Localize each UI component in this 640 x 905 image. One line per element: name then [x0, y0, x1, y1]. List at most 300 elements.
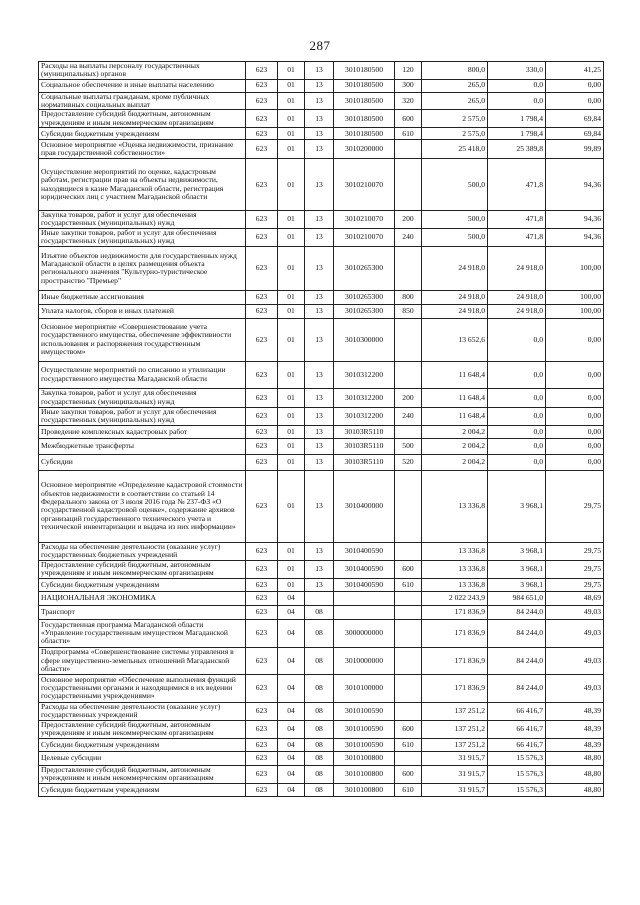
- row-actual-amount: 84 244,0: [488, 619, 546, 647]
- row-actual-amount: 66 416,7: [488, 720, 546, 738]
- row-target-article: 3010180500: [334, 79, 395, 92]
- row-target-article: 3010180500: [334, 92, 395, 110]
- table-row: [39, 110, 604, 128]
- row-name: Проведение комплексных кадастровых работ: [39, 425, 246, 438]
- row-subsection-code: 08: [305, 619, 334, 647]
- row-execution-percent: 0,00: [546, 438, 604, 454]
- row-execution-percent: 49,03: [546, 619, 604, 647]
- row-target-article: 3000000000: [334, 619, 395, 647]
- row-target-article: 3010100800: [334, 765, 395, 783]
- row-expense-type: [395, 674, 422, 702]
- row-name: Иные бюджетные ассигнования: [39, 290, 246, 304]
- row-expense-type: [395, 246, 422, 290]
- row-expense-type: 850: [395, 304, 422, 318]
- table-row: [39, 720, 604, 738]
- row-name: Расходы на обеспечение деятельности (оказание услуг) государственных учреждений: [39, 702, 246, 720]
- row-ved-code: 623: [246, 591, 278, 605]
- row-execution-percent: 0,00: [546, 92, 604, 110]
- row-section-code: 04: [278, 751, 305, 765]
- row-section-code: 01: [278, 211, 305, 229]
- row-target-article: 3010210070: [334, 159, 395, 211]
- row-execution-percent: 29,75: [546, 470, 604, 542]
- row-expense-type: [395, 361, 422, 388]
- row-plan-amount: 11 648,4: [422, 407, 488, 425]
- row-actual-amount: 330,0: [488, 62, 546, 80]
- row-name: Субсидии бюджетным учреждениям: [39, 578, 246, 591]
- row-expense-type: 600: [395, 560, 422, 578]
- row-actual-amount: 24 918,0: [488, 304, 546, 318]
- row-expense-type: [395, 591, 422, 605]
- row-target-article: 3010200000: [334, 140, 395, 159]
- row-expense-type: 610: [395, 128, 422, 140]
- row-subsection-code: 13: [305, 228, 334, 246]
- row-section-code: 01: [278, 228, 305, 246]
- row-name: Субсидии бюджетным учреждениям: [39, 128, 246, 140]
- row-subsection-code: 13: [305, 140, 334, 159]
- row-expense-type: 200: [395, 211, 422, 229]
- row-plan-amount: 24 918,0: [422, 304, 488, 318]
- table-row: [39, 619, 604, 647]
- row-plan-amount: 11 648,4: [422, 388, 488, 407]
- row-actual-amount: 471,8: [488, 159, 546, 211]
- row-expense-type: 520: [395, 454, 422, 470]
- row-target-article: 3010100000: [334, 674, 395, 702]
- row-plan-amount: 13 652,6: [422, 318, 488, 361]
- row-expense-type: [395, 470, 422, 542]
- row-plan-amount: 171 836,9: [422, 605, 488, 619]
- row-execution-percent: 69,84: [546, 128, 604, 140]
- row-plan-amount: 171 836,9: [422, 647, 488, 674]
- table-row: [39, 228, 604, 246]
- row-subsection-code: 13: [305, 318, 334, 361]
- row-ved-code: 623: [246, 159, 278, 211]
- row-name: НАЦИОНАЛЬНАЯ ЭКОНОМИКА: [39, 591, 246, 605]
- row-plan-amount: 2 575,0: [422, 110, 488, 128]
- row-actual-amount: 471,8: [488, 211, 546, 229]
- table-row: [39, 140, 604, 159]
- row-plan-amount: 31 915,7: [422, 765, 488, 783]
- row-name: Субсидии бюджетным учреждениям: [39, 783, 246, 796]
- table-row: [39, 211, 604, 229]
- row-ved-code: 623: [246, 619, 278, 647]
- row-execution-percent: 94,36: [546, 228, 604, 246]
- row-execution-percent: 41,25: [546, 62, 604, 80]
- row-ved-code: 623: [246, 425, 278, 438]
- row-plan-amount: 2 004,2: [422, 438, 488, 454]
- row-plan-amount: 137 251,2: [422, 738, 488, 751]
- row-execution-percent: 100,00: [546, 246, 604, 290]
- row-ved-code: 623: [246, 751, 278, 765]
- row-ved-code: 623: [246, 110, 278, 128]
- budget-table: [38, 61, 604, 797]
- row-plan-amount: 31 915,7: [422, 751, 488, 765]
- row-section-code: 04: [278, 619, 305, 647]
- row-target-article: 3010210070: [334, 228, 395, 246]
- row-subsection-code: 13: [305, 304, 334, 318]
- table-row: [39, 246, 604, 290]
- row-ved-code: 623: [246, 647, 278, 674]
- row-execution-percent: 0,00: [546, 361, 604, 388]
- row-actual-amount: 25 389,8: [488, 140, 546, 159]
- row-name: Предоставление субсидий бюджетным, автономным учреждениям и иным некоммерческим организациям: [39, 560, 246, 578]
- page-number: 287: [309, 38, 331, 53]
- row-actual-amount: 84 244,0: [488, 605, 546, 619]
- row-execution-percent: 48,80: [546, 783, 604, 796]
- table-row: [39, 702, 604, 720]
- table-row: [39, 560, 604, 578]
- row-ved-code: 623: [246, 438, 278, 454]
- row-ved-code: 623: [246, 720, 278, 738]
- row-section-code: 01: [278, 304, 305, 318]
- row-plan-amount: 13 336,8: [422, 578, 488, 591]
- row-name: Основное мероприятие «Совершенствование учета государственного имущества, обеспечение эффективности использования и распоряжения государственным имуществом»: [39, 318, 246, 361]
- budget-table-body: [39, 62, 604, 797]
- row-target-article: 3010100590: [334, 720, 395, 738]
- row-ved-code: 623: [246, 578, 278, 591]
- row-plan-amount: 11 648,4: [422, 361, 488, 388]
- row-ved-code: 623: [246, 605, 278, 619]
- table-row: [39, 62, 604, 80]
- row-expense-type: 600: [395, 110, 422, 128]
- row-ved-code: 623: [246, 92, 278, 110]
- row-subsection-code: 13: [305, 578, 334, 591]
- row-plan-amount: 2 575,0: [422, 128, 488, 140]
- row-subsection-code: 08: [305, 605, 334, 619]
- row-section-code: 04: [278, 647, 305, 674]
- row-section-code: 01: [278, 425, 305, 438]
- row-name: Социальные выплаты гражданам, кроме публичных нормативных социальных выплат: [39, 92, 246, 110]
- table-row: [39, 361, 604, 388]
- row-section-code: 01: [278, 128, 305, 140]
- table-row: [39, 304, 604, 318]
- row-actual-amount: 15 576,3: [488, 783, 546, 796]
- row-plan-amount: 171 836,9: [422, 674, 488, 702]
- row-actual-amount: 1 798,4: [488, 128, 546, 140]
- table-row: [39, 454, 604, 470]
- row-execution-percent: 49,03: [546, 674, 604, 702]
- row-section-code: 01: [278, 290, 305, 304]
- row-name: Предоставление субсидий бюджетным, автономным учреждениям и иным некоммерческим организациям: [39, 765, 246, 783]
- row-expense-type: [395, 425, 422, 438]
- row-expense-type: 610: [395, 578, 422, 591]
- row-ved-code: 623: [246, 765, 278, 783]
- row-name: Закупка товаров, работ и услуг для обеспечения государственных (муниципальных) нужд: [39, 211, 246, 229]
- table-row: [39, 407, 604, 425]
- row-section-code: 01: [278, 159, 305, 211]
- row-subsection-code: 13: [305, 211, 334, 229]
- table-row: [39, 591, 604, 605]
- row-subsection-code: 13: [305, 425, 334, 438]
- row-subsection-code: 08: [305, 647, 334, 674]
- row-name: Социальное обеспечение и иные выплаты населению: [39, 79, 246, 92]
- table-row: [39, 438, 604, 454]
- table-row: [39, 765, 604, 783]
- row-execution-percent: 29,75: [546, 542, 604, 560]
- row-expense-type: [395, 702, 422, 720]
- row-expense-type: 610: [395, 783, 422, 796]
- row-subsection-code: [305, 591, 334, 605]
- row-actual-amount: 0,0: [488, 318, 546, 361]
- row-section-code: 01: [278, 578, 305, 591]
- row-subsection-code: 13: [305, 128, 334, 140]
- row-plan-amount: 171 836,9: [422, 619, 488, 647]
- row-section-code: 04: [278, 591, 305, 605]
- row-target-article: 3010300000: [334, 318, 395, 361]
- row-actual-amount: 24 918,0: [488, 290, 546, 304]
- row-ved-code: 623: [246, 79, 278, 92]
- row-target-article: 3010100590: [334, 738, 395, 751]
- row-section-code: 01: [278, 318, 305, 361]
- row-name: Изъятие объектов недвижимости для государственных нужд Магаданской области в целях размещения объекта регионального значения "Культурно-туристическое пространство "Премьер": [39, 246, 246, 290]
- row-section-code: 01: [278, 560, 305, 578]
- row-actual-amount: 984 651,0: [488, 591, 546, 605]
- row-execution-percent: 49,03: [546, 605, 604, 619]
- table-row: [39, 318, 604, 361]
- row-actual-amount: 3 968,1: [488, 560, 546, 578]
- row-section-code: 04: [278, 783, 305, 796]
- row-execution-percent: 0,00: [546, 318, 604, 361]
- row-actual-amount: 84 244,0: [488, 647, 546, 674]
- row-plan-amount: 24 918,0: [422, 290, 488, 304]
- row-plan-amount: 2 022 243,9: [422, 591, 488, 605]
- row-expense-type: 300: [395, 79, 422, 92]
- row-expense-type: 240: [395, 228, 422, 246]
- row-target-article: 3010000000: [334, 647, 395, 674]
- row-name: Межбюджетные трансферты: [39, 438, 246, 454]
- row-plan-amount: 13 336,8: [422, 470, 488, 542]
- row-execution-percent: 0,00: [546, 388, 604, 407]
- row-target-article: 30103R5110: [334, 454, 395, 470]
- row-subsection-code: 08: [305, 751, 334, 765]
- row-target-article: 3010180500: [334, 62, 395, 80]
- row-actual-amount: 15 576,3: [488, 765, 546, 783]
- row-target-article: 3010400590: [334, 578, 395, 591]
- row-execution-percent: 0,00: [546, 454, 604, 470]
- table-row: [39, 738, 604, 751]
- table-row: [39, 647, 604, 674]
- row-subsection-code: 13: [305, 159, 334, 211]
- row-ved-code: 623: [246, 361, 278, 388]
- row-name: Субсидии бюджетным учреждениям: [39, 738, 246, 751]
- row-target-article: [334, 605, 395, 619]
- row-target-article: 3010312200: [334, 388, 395, 407]
- row-section-code: 04: [278, 605, 305, 619]
- row-execution-percent: 48,80: [546, 765, 604, 783]
- row-ved-code: 623: [246, 470, 278, 542]
- table-row: [39, 388, 604, 407]
- row-plan-amount: 500,0: [422, 211, 488, 229]
- row-section-code: 01: [278, 92, 305, 110]
- row-expense-type: 500: [395, 438, 422, 454]
- row-actual-amount: 0,0: [488, 361, 546, 388]
- row-plan-amount: 2 004,2: [422, 425, 488, 438]
- row-target-article: 3010265300: [334, 304, 395, 318]
- row-actual-amount: 0,0: [488, 92, 546, 110]
- row-name: Основное мероприятие «Определение кадастровой стоимости объектов недвижимости в соответствии со статьей 14 Федерального закона от 3 июля 2016 года № 237-ФЗ «О государственной кадастровой оценке», содержание архивов организаций государственного технического учета и технической инвентаризации и выдача из них информации»: [39, 470, 246, 542]
- row-expense-type: 800: [395, 290, 422, 304]
- table-row: [39, 159, 604, 211]
- row-subsection-code: 13: [305, 361, 334, 388]
- row-section-code: 04: [278, 674, 305, 702]
- table-row: [39, 542, 604, 560]
- row-target-article: 3010400000: [334, 470, 395, 542]
- row-execution-percent: 48,39: [546, 702, 604, 720]
- row-name: Иные закупки товаров, работ и услуг для обеспечения государственных (муниципальных) нужд: [39, 407, 246, 425]
- row-subsection-code: 13: [305, 388, 334, 407]
- row-plan-amount: 265,0: [422, 92, 488, 110]
- row-ved-code: 623: [246, 407, 278, 425]
- row-actual-amount: 3 968,1: [488, 470, 546, 542]
- row-section-code: 04: [278, 738, 305, 751]
- row-name: Уплата налогов, сборов и иных платежей: [39, 304, 246, 318]
- row-expense-type: 320: [395, 92, 422, 110]
- row-expense-type: [395, 647, 422, 674]
- row-expense-type: 200: [395, 388, 422, 407]
- table-row: [39, 128, 604, 140]
- row-subsection-code: 13: [305, 92, 334, 110]
- row-subsection-code: 13: [305, 290, 334, 304]
- row-name: Предоставление субсидий бюджетным, автономным учреждениям и иным некоммерческим организациям: [39, 720, 246, 738]
- row-expense-type: 610: [395, 738, 422, 751]
- row-ved-code: 623: [246, 290, 278, 304]
- row-expense-type: [395, 619, 422, 647]
- table-row: [39, 578, 604, 591]
- row-execution-percent: 100,00: [546, 304, 604, 318]
- row-section-code: 01: [278, 361, 305, 388]
- row-target-article: 3010312200: [334, 361, 395, 388]
- row-plan-amount: 13 336,8: [422, 542, 488, 560]
- table-row: [39, 605, 604, 619]
- row-target-article: 3010265300: [334, 290, 395, 304]
- row-name: Государственная программа Магаданской области «Управление государственным имуществом Магаданской области»: [39, 619, 246, 647]
- row-section-code: 01: [278, 454, 305, 470]
- row-ved-code: 623: [246, 783, 278, 796]
- row-section-code: 01: [278, 110, 305, 128]
- row-execution-percent: 100,00: [546, 290, 604, 304]
- row-name: Закупка товаров, работ и услуг для обеспечения государственных (муниципальных) нужд: [39, 388, 246, 407]
- row-subsection-code: 13: [305, 62, 334, 80]
- row-actual-amount: 471,8: [488, 228, 546, 246]
- row-name: Транспорт: [39, 605, 246, 619]
- row-actual-amount: 66 416,7: [488, 738, 546, 751]
- row-actual-amount: 3 968,1: [488, 578, 546, 591]
- row-target-article: 3010180500: [334, 110, 395, 128]
- row-subsection-code: 08: [305, 674, 334, 702]
- row-execution-percent: 0,00: [546, 407, 604, 425]
- row-expense-type: [395, 605, 422, 619]
- row-plan-amount: 31 915,7: [422, 783, 488, 796]
- row-subsection-code: 13: [305, 407, 334, 425]
- row-section-code: 04: [278, 720, 305, 738]
- row-target-article: 30103R5110: [334, 438, 395, 454]
- row-section-code: 04: [278, 765, 305, 783]
- row-expense-type: [395, 542, 422, 560]
- row-expense-type: 600: [395, 720, 422, 738]
- row-plan-amount: 13 336,8: [422, 560, 488, 578]
- row-section-code: 01: [278, 407, 305, 425]
- row-execution-percent: 94,36: [546, 211, 604, 229]
- row-section-code: 01: [278, 62, 305, 80]
- row-subsection-code: 13: [305, 438, 334, 454]
- row-subsection-code: 13: [305, 110, 334, 128]
- row-actual-amount: 0,0: [488, 407, 546, 425]
- row-target-article: 3010210070: [334, 211, 395, 229]
- row-expense-type: [395, 159, 422, 211]
- row-target-article: 3010180500: [334, 128, 395, 140]
- row-name: Подпрограмма «Совершенствование системы управления в сфере имущественно-земельных отношений Магаданской области»: [39, 647, 246, 674]
- table-row: [39, 674, 604, 702]
- row-section-code: 04: [278, 702, 305, 720]
- row-execution-percent: 99,89: [546, 140, 604, 159]
- row-expense-type: [395, 140, 422, 159]
- row-actual-amount: 0,0: [488, 425, 546, 438]
- row-ved-code: 623: [246, 454, 278, 470]
- row-actual-amount: 3 968,1: [488, 542, 546, 560]
- row-subsection-code: 13: [305, 79, 334, 92]
- row-target-article: 3010100800: [334, 751, 395, 765]
- row-subsection-code: 13: [305, 560, 334, 578]
- row-ved-code: 623: [246, 542, 278, 560]
- row-ved-code: 623: [246, 702, 278, 720]
- row-target-article: [334, 591, 395, 605]
- table-row: [39, 425, 604, 438]
- row-ved-code: 623: [246, 674, 278, 702]
- row-ved-code: 623: [246, 228, 278, 246]
- row-execution-percent: 69,84: [546, 110, 604, 128]
- row-name: Целевые субсидии: [39, 751, 246, 765]
- row-plan-amount: 25 418,0: [422, 140, 488, 159]
- row-expense-type: [395, 751, 422, 765]
- row-target-article: 3010100590: [334, 702, 395, 720]
- row-actual-amount: 84 244,0: [488, 674, 546, 702]
- row-execution-percent: 94,36: [546, 159, 604, 211]
- row-actual-amount: 0,0: [488, 388, 546, 407]
- table-row: [39, 751, 604, 765]
- row-plan-amount: 800,0: [422, 62, 488, 80]
- row-execution-percent: 0,00: [546, 79, 604, 92]
- row-name: Осуществление мероприятий по оценке, кадастровым работам, регистрации прав на объекты недвижимости, находящиеся в казне Магаданской области, регистрация юридических лиц с участием Магаданской области: [39, 159, 246, 211]
- row-subsection-code: 08: [305, 702, 334, 720]
- row-ved-code: 623: [246, 388, 278, 407]
- row-name: Основное мероприятие «Оценка недвижимости, признание прав государственной собственности»: [39, 140, 246, 159]
- row-ved-code: 623: [246, 128, 278, 140]
- row-section-code: 01: [278, 542, 305, 560]
- row-expense-type: 600: [395, 765, 422, 783]
- row-execution-percent: 0,00: [546, 425, 604, 438]
- row-execution-percent: 49,03: [546, 647, 604, 674]
- row-subsection-code: 08: [305, 765, 334, 783]
- row-subsection-code: 13: [305, 542, 334, 560]
- row-ved-code: 623: [246, 560, 278, 578]
- row-name: Основное мероприятие «Обеспечение выполнения функций государственными органами и находящимися в их ведении государственными учреждениями»: [39, 674, 246, 702]
- row-name: Предоставление субсидий бюджетным, автономным учреждениям и иным некоммерческим организациям: [39, 110, 246, 128]
- row-section-code: 01: [278, 140, 305, 159]
- row-section-code: 01: [278, 246, 305, 290]
- row-execution-percent: 29,75: [546, 578, 604, 591]
- row-actual-amount: 1 798,4: [488, 110, 546, 128]
- row-execution-percent: 48,80: [546, 751, 604, 765]
- row-ved-code: 623: [246, 738, 278, 751]
- row-expense-type: 120: [395, 62, 422, 80]
- row-actual-amount: 15 576,3: [488, 751, 546, 765]
- row-subsection-code: 08: [305, 738, 334, 751]
- row-name: Расходы на выплаты персоналу государственных (муниципальных) органов: [39, 62, 246, 80]
- row-actual-amount: 24 918,0: [488, 246, 546, 290]
- row-expense-type: 240: [395, 407, 422, 425]
- row-ved-code: 623: [246, 140, 278, 159]
- row-subsection-code: 13: [305, 246, 334, 290]
- row-plan-amount: 265,0: [422, 79, 488, 92]
